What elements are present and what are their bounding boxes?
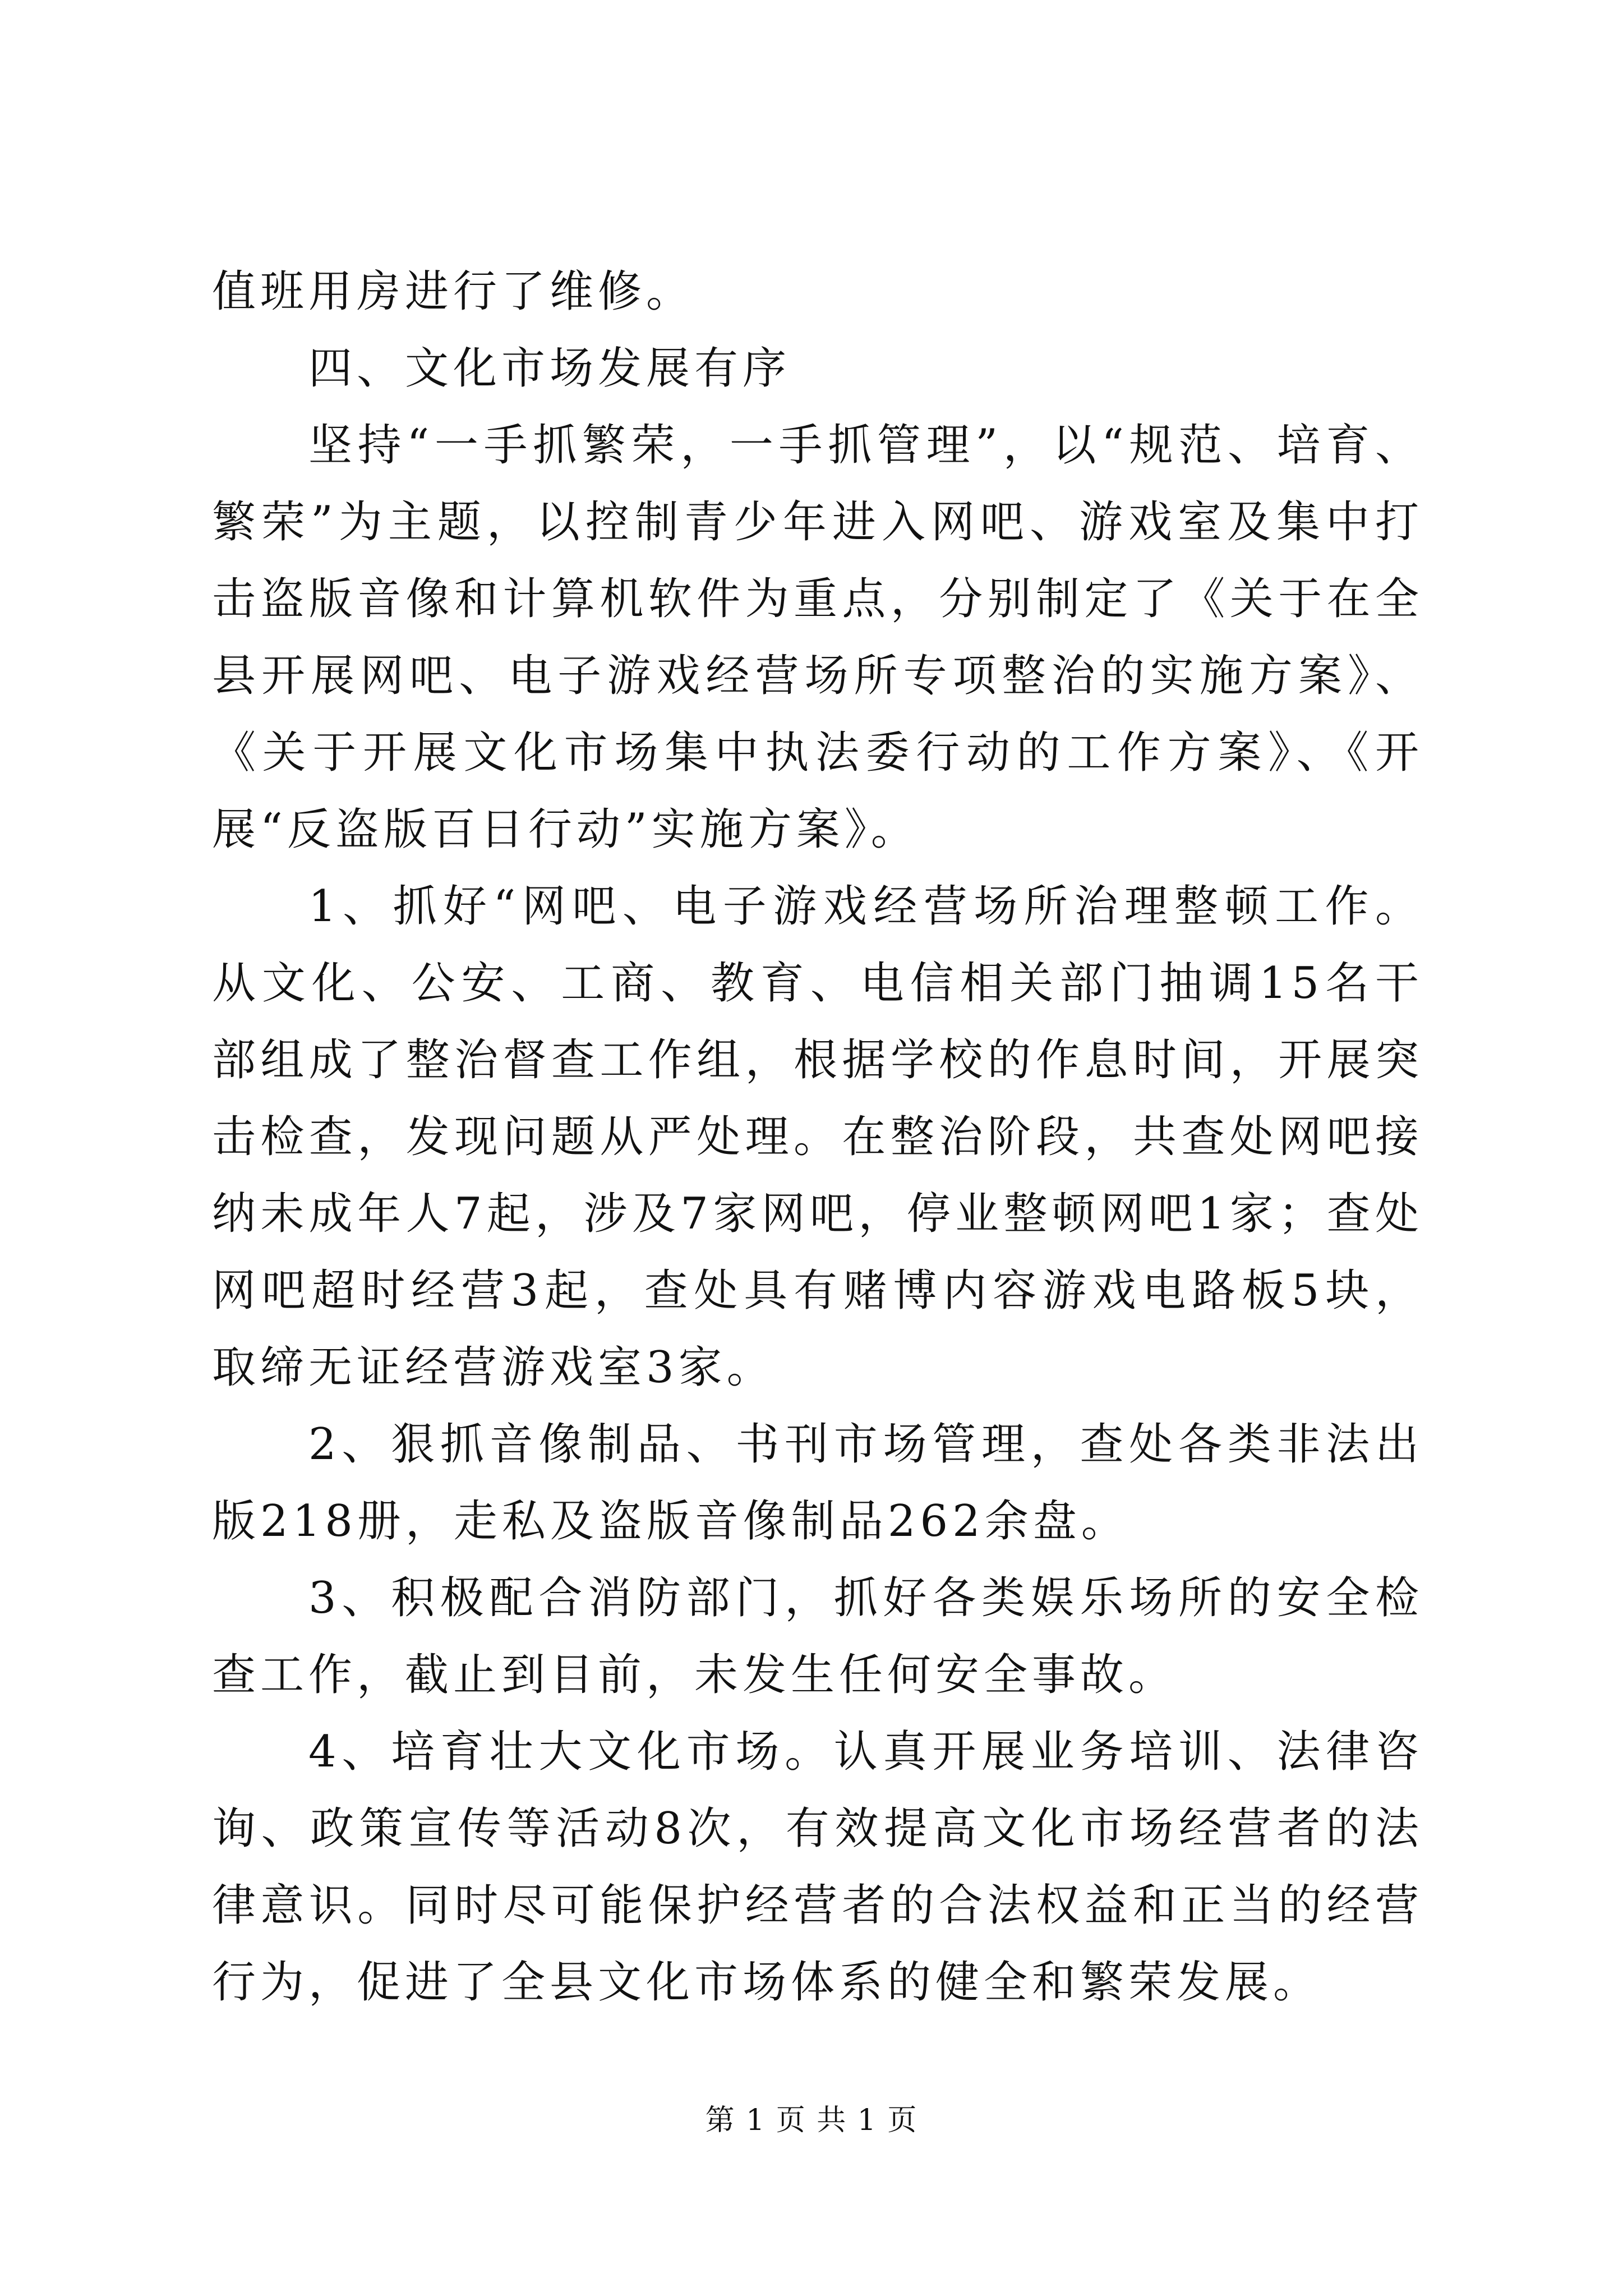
section-heading: 四、文化市场发展有序 [308,343,791,394]
document-body [212,254,1423,2021]
paragraph-item-2: 2、狠抓音像制品、书刊市场管理，查处各类非法出版218册，走私及盗版音像制品262余盘。 [212,1419,1423,1547]
paragraph-continuation: 值班用房进行了维修。 [212,266,695,317]
paragraph-item-1: 1、抓好“网吧、电子游戏经营场所治理整顿工作。从文化、公安、工商、教育、电信相关部门抽调15名干部组成了整治督查工作组，根据学校的作息时间，开展突击检查，发现问题从严处理。在整治阶段，共查处网吧接纳未成年人7起，涉及7家网吧，停业整顿网吧1家；查处网吧超时经营3起，查处具有赌博内容游戏电路板5块，取缔无证经营游戏室3家。 [212,881,1423,1393]
paragraph-item-3: 3、积极配合消防部门，抓好各类娱乐场所的安全检查工作，截止到目前，未发生任何安全事故。 [212,1573,1423,1700]
page-footer: 第 1 页 共 1 页 [705,2104,918,2137]
paragraph-intro: 坚持“一手抓繁荣，一手抓管理”，以“规范、培育、繁荣”为主题，以控制青少年进入网吧、游戏室及集中打击盗版音像和计算机软件为重点，分别制定了《关于在全县开展网吧、电子游戏经营场所专项整治的实施方案》、《关于开展文化市场集中执法委行动的工作方案》、《开展“反盗版百日行动”实施方案》。 [212,420,1423,855]
paragraph-item-4: 4、培育壮大文化市场。认真开展业务培训、法律咨询、政策宣传等活动8次，有效提高文化市场经营者的法律意识。同时尽可能保护经营者的合法权益和正当的经营行为，促进了全县文化市场体系的健全和繁荣发展。 [212,1727,1423,2008]
